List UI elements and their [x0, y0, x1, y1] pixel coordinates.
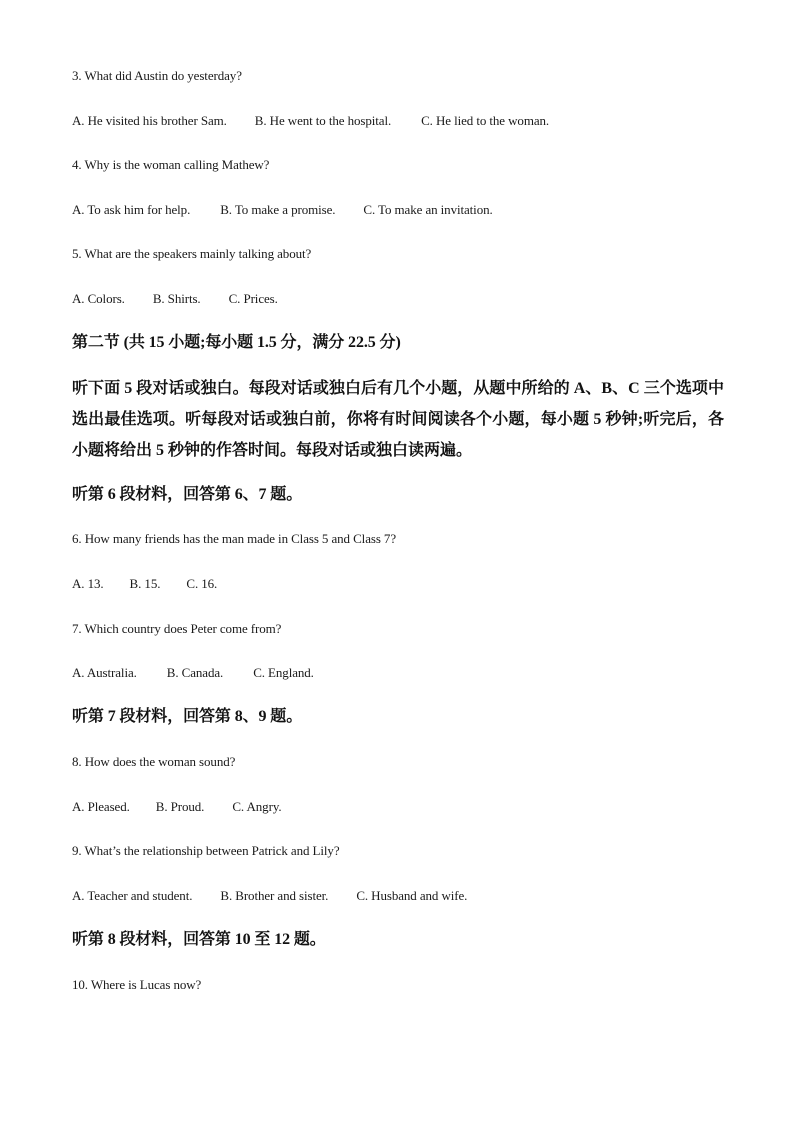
- group-heading-6: 听第 6 段材料，回答第 6、7 题。: [72, 486, 303, 503]
- option-b: B. Shirts.: [152, 291, 201, 306]
- option-b: B. Proud.: [155, 799, 205, 814]
- group-heading-7: 听第 7 段材料，回答第 8、9 题。: [72, 708, 303, 725]
- option-a: A. Australia.: [72, 665, 137, 680]
- section-instructions: 听下面 5 段对话或独白。每段对话或独白后有几个小题，从题中所给的 A、B、C 三个选项中选出最佳选项。听每段对话或独白前，你将有时间阅读各个小题，每小题 5 秒钟;听完后，各小题将给出 5 秒钟的作答时间。每段对话或独白读两遍。: [72, 380, 724, 459]
- option-a: A. Teacher and student.: [72, 888, 193, 903]
- question-3: 3. What did Austin do yesterday?: [72, 68, 242, 83]
- question-5: 5. What are the speakers mainly talking about?: [72, 246, 312, 261]
- question-4: 4. Why is the woman calling Mathew?: [72, 157, 270, 172]
- question-5-options: [72, 290, 278, 308]
- question-7: 7. Which country does Peter come from?: [72, 621, 282, 636]
- group-heading-8: 听第 8 段材料，回答第 10 至 12 题。: [72, 931, 326, 948]
- question-9: 9. What’s the relationship between Patrick and Lily?: [72, 843, 340, 858]
- question-3-options: [72, 112, 549, 130]
- option-b: B. Brother and sister.: [220, 888, 329, 903]
- option-a: A. Colors.: [72, 291, 125, 306]
- option-a: A. 13.: [72, 576, 104, 591]
- question-8-options: [72, 798, 282, 816]
- section-title: 第二节 (共 15 小题;每小题 1.5 分，满分 22.5 分): [72, 334, 401, 351]
- option-b: B. He went to the hospital.: [254, 113, 392, 128]
- question-6: 6. How many friends has the man made in Class 5 and Class 7?: [72, 531, 396, 546]
- option-b: B. To make a promise.: [220, 202, 336, 217]
- option-c: C. England.: [253, 665, 314, 680]
- option-b: B. Canada.: [166, 665, 224, 680]
- option-c: C. Angry.: [232, 799, 282, 814]
- option-c: C. Husband and wife.: [356, 888, 468, 903]
- option-a: A. He visited his brother Sam.: [72, 113, 227, 128]
- question-7-options: [72, 664, 314, 682]
- option-a: A. To ask him for help.: [72, 202, 191, 217]
- option-c: C. Prices.: [228, 291, 278, 306]
- question-6-options: [72, 575, 217, 593]
- question-10: 10. Where is Lucas now?: [72, 977, 202, 992]
- question-4-options: [72, 201, 493, 219]
- question-9-options: [72, 887, 467, 905]
- option-c: C. He lied to the woman.: [421, 113, 550, 128]
- option-a: A. Pleased.: [72, 799, 130, 814]
- question-8: 8. How does the woman sound?: [72, 754, 236, 769]
- option-c: C. 16.: [186, 576, 218, 591]
- option-c: C. To make an invitation.: [363, 202, 493, 217]
- option-b: B. 15.: [129, 576, 161, 591]
